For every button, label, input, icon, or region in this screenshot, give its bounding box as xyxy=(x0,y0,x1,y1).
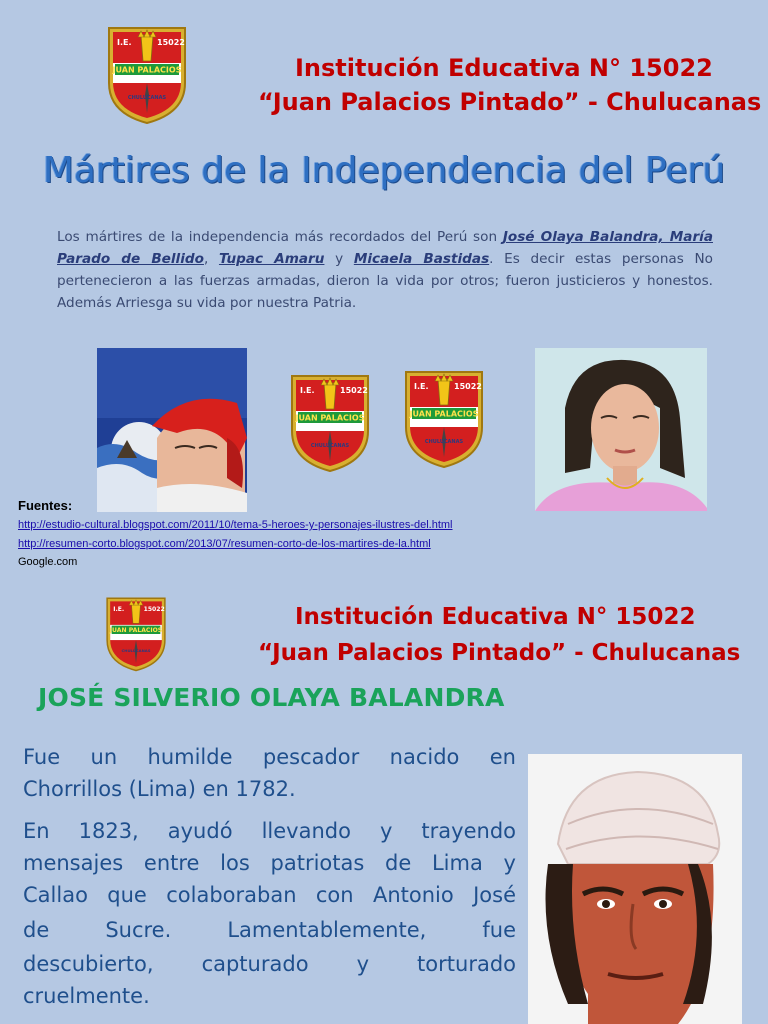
school-crest-icon xyxy=(105,24,189,126)
portrait-olaya-sea xyxy=(97,348,247,512)
logo-text-ie: I.E. xyxy=(117,38,132,47)
sources-title: Fuentes: xyxy=(18,498,73,513)
intro-paragraph xyxy=(57,226,713,314)
bio-paragraph-2-line-5: descubierto, capturado y torturado xyxy=(23,952,516,976)
logo-text-town: CHULUCANAS xyxy=(424,439,464,445)
source-link-1[interactable]: http://estudio-cultural.blogspot.com/2011/10/tema-5-heroes-y-personajes-ilustres-del.html xyxy=(18,519,453,531)
school-name-line2: “Juan Palacios Pintado” - Chulucanas xyxy=(258,88,762,116)
school-logo-mid-1 xyxy=(288,372,372,474)
school-logo-mid-2 xyxy=(402,368,486,470)
source-google: Google.com xyxy=(18,556,78,568)
logo-text-number: 15022 xyxy=(157,38,185,47)
logo-text-ie: I.E. xyxy=(113,606,125,614)
intro-text: . Es decir estas personas No pertenecieron a las fuerzas armadas, dieron la vida por otros; fueron justicieros y honestos. Además Arriesga su vida por nuestra Patria. xyxy=(57,251,713,311)
logo-text-ie: I.E. xyxy=(300,386,315,395)
school-crest-icon xyxy=(104,596,168,672)
link-jose-olaya-maria-parado[interactable]: José Olaya Balandra, María Parado de Bellido xyxy=(57,229,713,267)
logo-text-number: 15022 xyxy=(143,606,165,614)
school-logo-top xyxy=(105,24,189,126)
logo-text-band: JUAN PALACIOS xyxy=(112,65,182,75)
bio-paragraph-2-line-4: de Sucre. Lamentablemente, fue xyxy=(23,918,516,942)
logo-text-band: JUAN PALACIOS xyxy=(409,409,479,419)
hero-name: JOSÉ SILVERIO OLAYA BALANDRA xyxy=(38,683,505,712)
school-crest-icon xyxy=(402,368,486,470)
logo-text-town: CHULUCANAS xyxy=(310,443,350,449)
logo-text-number: 15022 xyxy=(454,382,482,391)
bio-paragraph-2-line-6: cruelmente. xyxy=(23,984,150,1008)
logo-text-town: CHULUCANAS xyxy=(121,648,151,654)
school-logo-bottom xyxy=(104,596,168,672)
bio-paragraph-2-line-1: En 1823, ayudó llevando y trayendo xyxy=(23,819,516,843)
school-name-line1-p2: Institución Educativa N° 15022 xyxy=(295,604,696,630)
intro-separator: y xyxy=(324,251,354,267)
bio-paragraph-1-line-2: Chorrillos (Lima) en 1782. xyxy=(23,777,296,801)
page-title: Mártires de la Independencia del Perú xyxy=(42,150,726,191)
school-name-line2-p2: “Juan Palacios Pintado” - Chulucanas xyxy=(258,640,741,666)
school-name-line1: Institución Educativa N° 15022 xyxy=(295,54,713,82)
logo-text-band: JUAN PALACIOS xyxy=(295,413,365,423)
bio-paragraph-2-line-3: Callao que colaboraban con Antonio José xyxy=(23,883,516,907)
logo-text-band: JUAN PALACIOS xyxy=(109,627,163,635)
intro-separator: , xyxy=(203,251,219,267)
bio-paragraph-1-line-1: Fue un humilde pescador nacido en xyxy=(23,745,516,769)
bio-paragraph-2-line-2: mensajes entre los patriotas de Lima y xyxy=(23,851,516,875)
logo-text-ie: I.E. xyxy=(414,382,429,391)
portrait-jose-olaya xyxy=(528,754,742,1024)
link-tupac-amaru[interactable]: Tupac Amaru xyxy=(218,251,325,267)
intro-text: Los mártires de la independencia más recordados del Perú son xyxy=(57,229,503,245)
source-link-2[interactable]: http://resumen-corto.blogspot.com/2013/07/resumen-corto-de-los-martires-de-la.html xyxy=(18,538,431,550)
logo-text-town: CHULUCANAS xyxy=(127,95,167,101)
link-micaela-bastidas[interactable]: Micaela Bastidas xyxy=(353,251,490,267)
logo-text-number: 15022 xyxy=(340,386,368,395)
school-crest-icon xyxy=(288,372,372,474)
portrait-micaela-bastidas xyxy=(535,348,707,511)
